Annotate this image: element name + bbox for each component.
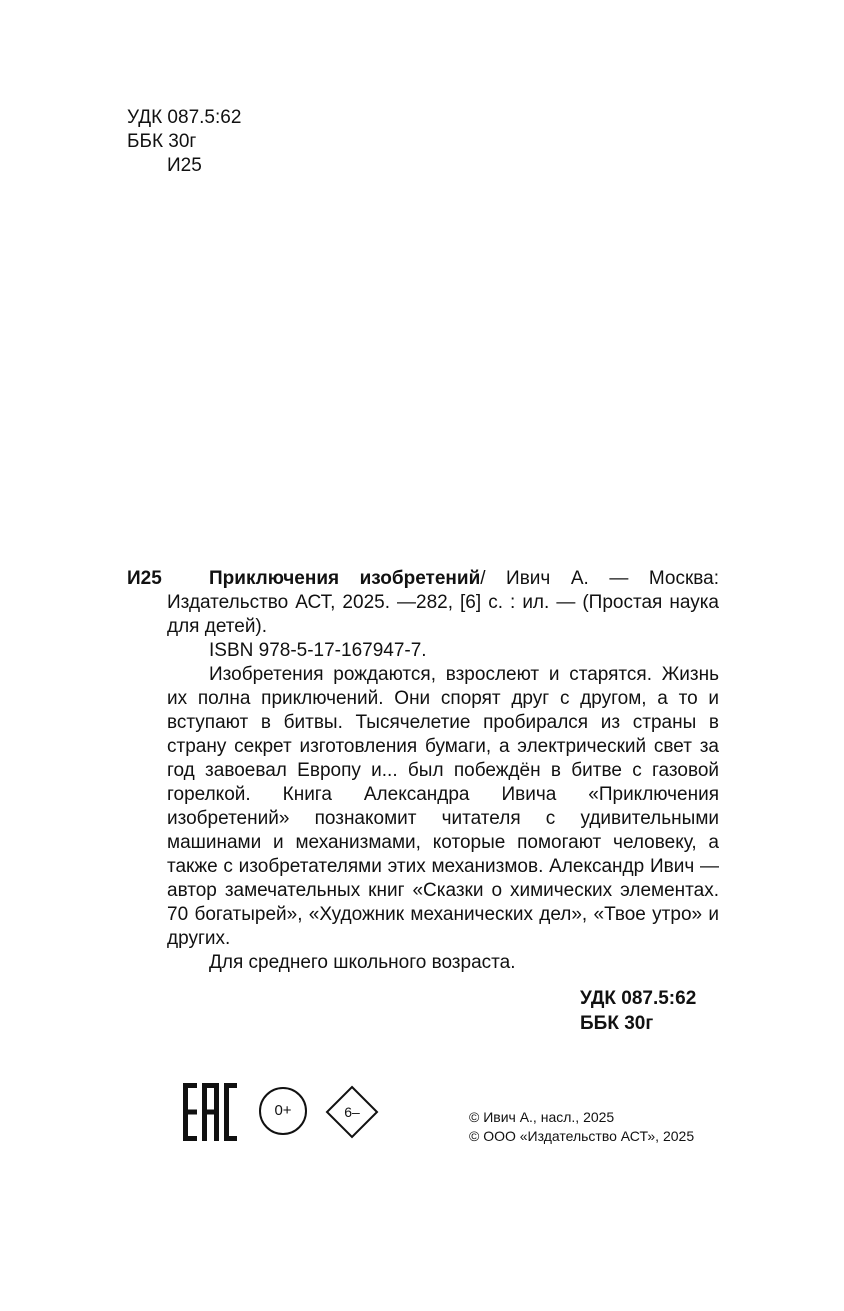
bibliographic-details: / Ивич А. — Москва: Издательство АСТ, 2025. —282, [6] с. : ил. — (Простая наука для детей). xyxy=(167,568,719,637)
bottom-classification-block xyxy=(580,986,696,1036)
bottom-udk-code: УДК 087.5:62 xyxy=(580,988,697,1009)
copyright-author: © Ивич А., насл., 2025 xyxy=(469,1109,615,1125)
age-rating-0-plus-label: 0+ xyxy=(274,1102,292,1119)
bibliographic-record xyxy=(167,567,719,639)
age-rating-6-icon xyxy=(325,1085,379,1139)
top-classification-block xyxy=(127,106,241,178)
bibliographic-card xyxy=(127,567,719,975)
copyright-publisher: © ООО «Издательство АСТ», 2025 xyxy=(469,1128,695,1144)
top-udk-code: УДК 087.5:62 xyxy=(127,107,242,128)
top-author-mark: И25 xyxy=(167,155,202,176)
isbn: ISBN 978-5-17-167947-7. xyxy=(209,640,427,661)
book-title: Приключения изобретений xyxy=(209,568,481,589)
bottom-bbk-code: ББК 30г xyxy=(580,1013,654,1034)
annotation: Изобретения рождаются, взрослеют и старятся. Жизнь их полна приключений. Они спорят друг с другом, а то и вступают в битвы. Тысячелетие пробирался из страны в страну секрет изготовления бумаги, а электрический свет за год завоевал Европу и... был побеждён в битве с газовой горелкой. Книга Александра Ивича «Приключения изобретений» познакомит читателя с удивительными машинами и механизмами, которые помогают человеку, а также с изобретателями этих механизмов. Александр Ивич — автор замечательных книг «Сказки о химических элементах. 70 богатырей», «Художник механических дел», «Твое утро» и других. xyxy=(167,664,719,949)
top-bbk-code: ББК 30г xyxy=(127,131,197,152)
eac-conformity-mark-icon xyxy=(183,1083,237,1141)
age-rating-6-label: 6– xyxy=(344,1104,360,1120)
card-author-mark: И25 xyxy=(127,568,162,589)
card-body xyxy=(167,567,719,975)
audience-note: Для среднего школьного возраста. xyxy=(209,952,516,973)
age-rating-0-plus-icon xyxy=(259,1087,307,1135)
copyright-block xyxy=(469,1108,694,1146)
